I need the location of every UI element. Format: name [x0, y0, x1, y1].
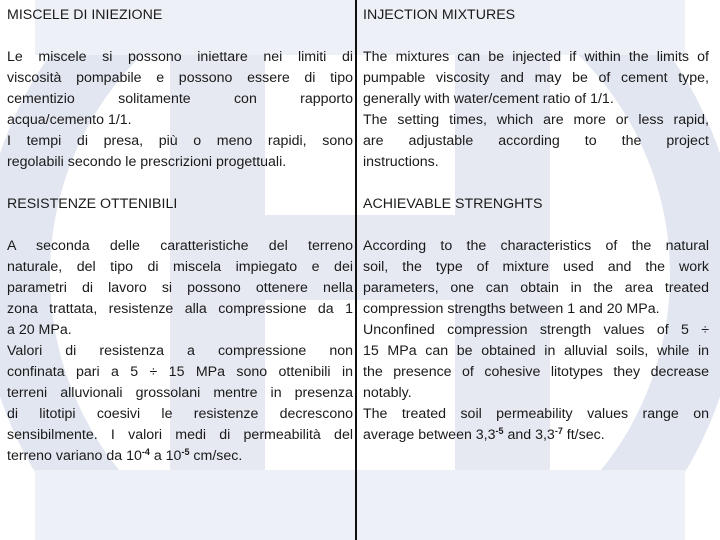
text-line: parametri di lavoro si possono ottenere nella: [7, 280, 353, 296]
text-line: pumpable viscosity and may be of cement type,: [363, 70, 709, 86]
text-line-permeability: [7, 446, 353, 467]
text-line: The setting times, which are more or less rapid,: [363, 112, 709, 128]
text-fragment: terreno variano da 10: [7, 448, 142, 464]
text-line: notably.: [363, 385, 412, 401]
paragraph-injection: [363, 47, 709, 173]
text-line: are adjustable according to the project: [363, 133, 709, 149]
exponent: -5: [181, 447, 190, 457]
text-line: According to the characteristics of the natural: [363, 238, 709, 254]
text-line: regolabili secondo le prescrizioni progettuali.: [7, 154, 287, 170]
heading-strengths: ACHIEVABLE STRENGHTS: [363, 196, 543, 212]
exponent: -4: [141, 447, 150, 457]
text-line: sensibilmente. I valori medi di permeabilità del: [7, 427, 353, 443]
text-line: generally with water/cement ratio of 1/1.: [363, 91, 614, 107]
heading-miscele: MISCELE DI INIEZIONE: [7, 7, 163, 23]
text-line: Unconfined compression strength values of 5 ÷: [363, 322, 709, 338]
text-line: 15 MPa can be obtained in alluvial soils, while in: [363, 343, 709, 359]
paragraph-strengths: [363, 236, 709, 446]
text-line: The treated soil permeability values range on: [363, 406, 709, 422]
paragraph-resistenze: [7, 236, 353, 467]
text-fragment: and 3,3: [503, 427, 555, 443]
text-line: Valori di resistenza a compressione non: [7, 343, 353, 359]
text-line: cementizio solitamente con rapporto: [7, 91, 353, 107]
text-fragment: a 10: [149, 448, 182, 464]
text-line: I tempi di presa, più o meno rapidi, sono: [7, 133, 353, 149]
text-line: confinata pari a 5 ÷ 15 MPa sono ottenibili in: [7, 364, 353, 380]
text-line-permeability: [363, 425, 709, 446]
heading-resistenze: RESISTENZE OTTENIBILI: [7, 196, 178, 212]
text-line: di litotipi coesivi le resistenze decrescono: [7, 406, 353, 422]
text-line: zona trattata, resistenze alla compressione da 1: [7, 301, 353, 317]
text-line: compression strengths between 1 and 20 MPa.: [363, 301, 660, 317]
heading-injection: INJECTION MIXTURES: [363, 7, 516, 23]
text-line: soil, the type of mixture used and the work: [363, 259, 709, 275]
paragraph-miscele: [7, 47, 353, 173]
text-line: viscosità pompabile e possono essere di tipo: [7, 70, 353, 86]
text-line: parameters, one can obtain in the area treated: [363, 280, 709, 296]
exponent: -5: [495, 426, 504, 436]
text-line: A seconda delle caratteristiche del terreno: [7, 238, 353, 254]
exponent: -7: [554, 426, 563, 436]
text-fragment: ft/sec.: [562, 427, 605, 443]
text-line: terreni alluvionali grossolani mentre in presenza: [7, 385, 353, 401]
text-fragment: average between 3,3: [363, 427, 496, 443]
text-line: naturale, del tipo di miscela impiegato e dei: [7, 259, 353, 275]
text-line: The mixtures can be injected if within the limits of: [363, 49, 709, 65]
text-line: acqua/cemento 1/1.: [7, 112, 132, 128]
text-fragment: cm/sec.: [189, 448, 243, 464]
text-line: Le miscele si possono iniettare nei limiti di: [7, 49, 353, 65]
text-line: instructions.: [363, 154, 439, 170]
text-line: a 20 MPa.: [7, 322, 72, 338]
column-divider: [355, 0, 357, 540]
text-line: the presence of cohesive litotypes they decrease: [363, 364, 709, 380]
